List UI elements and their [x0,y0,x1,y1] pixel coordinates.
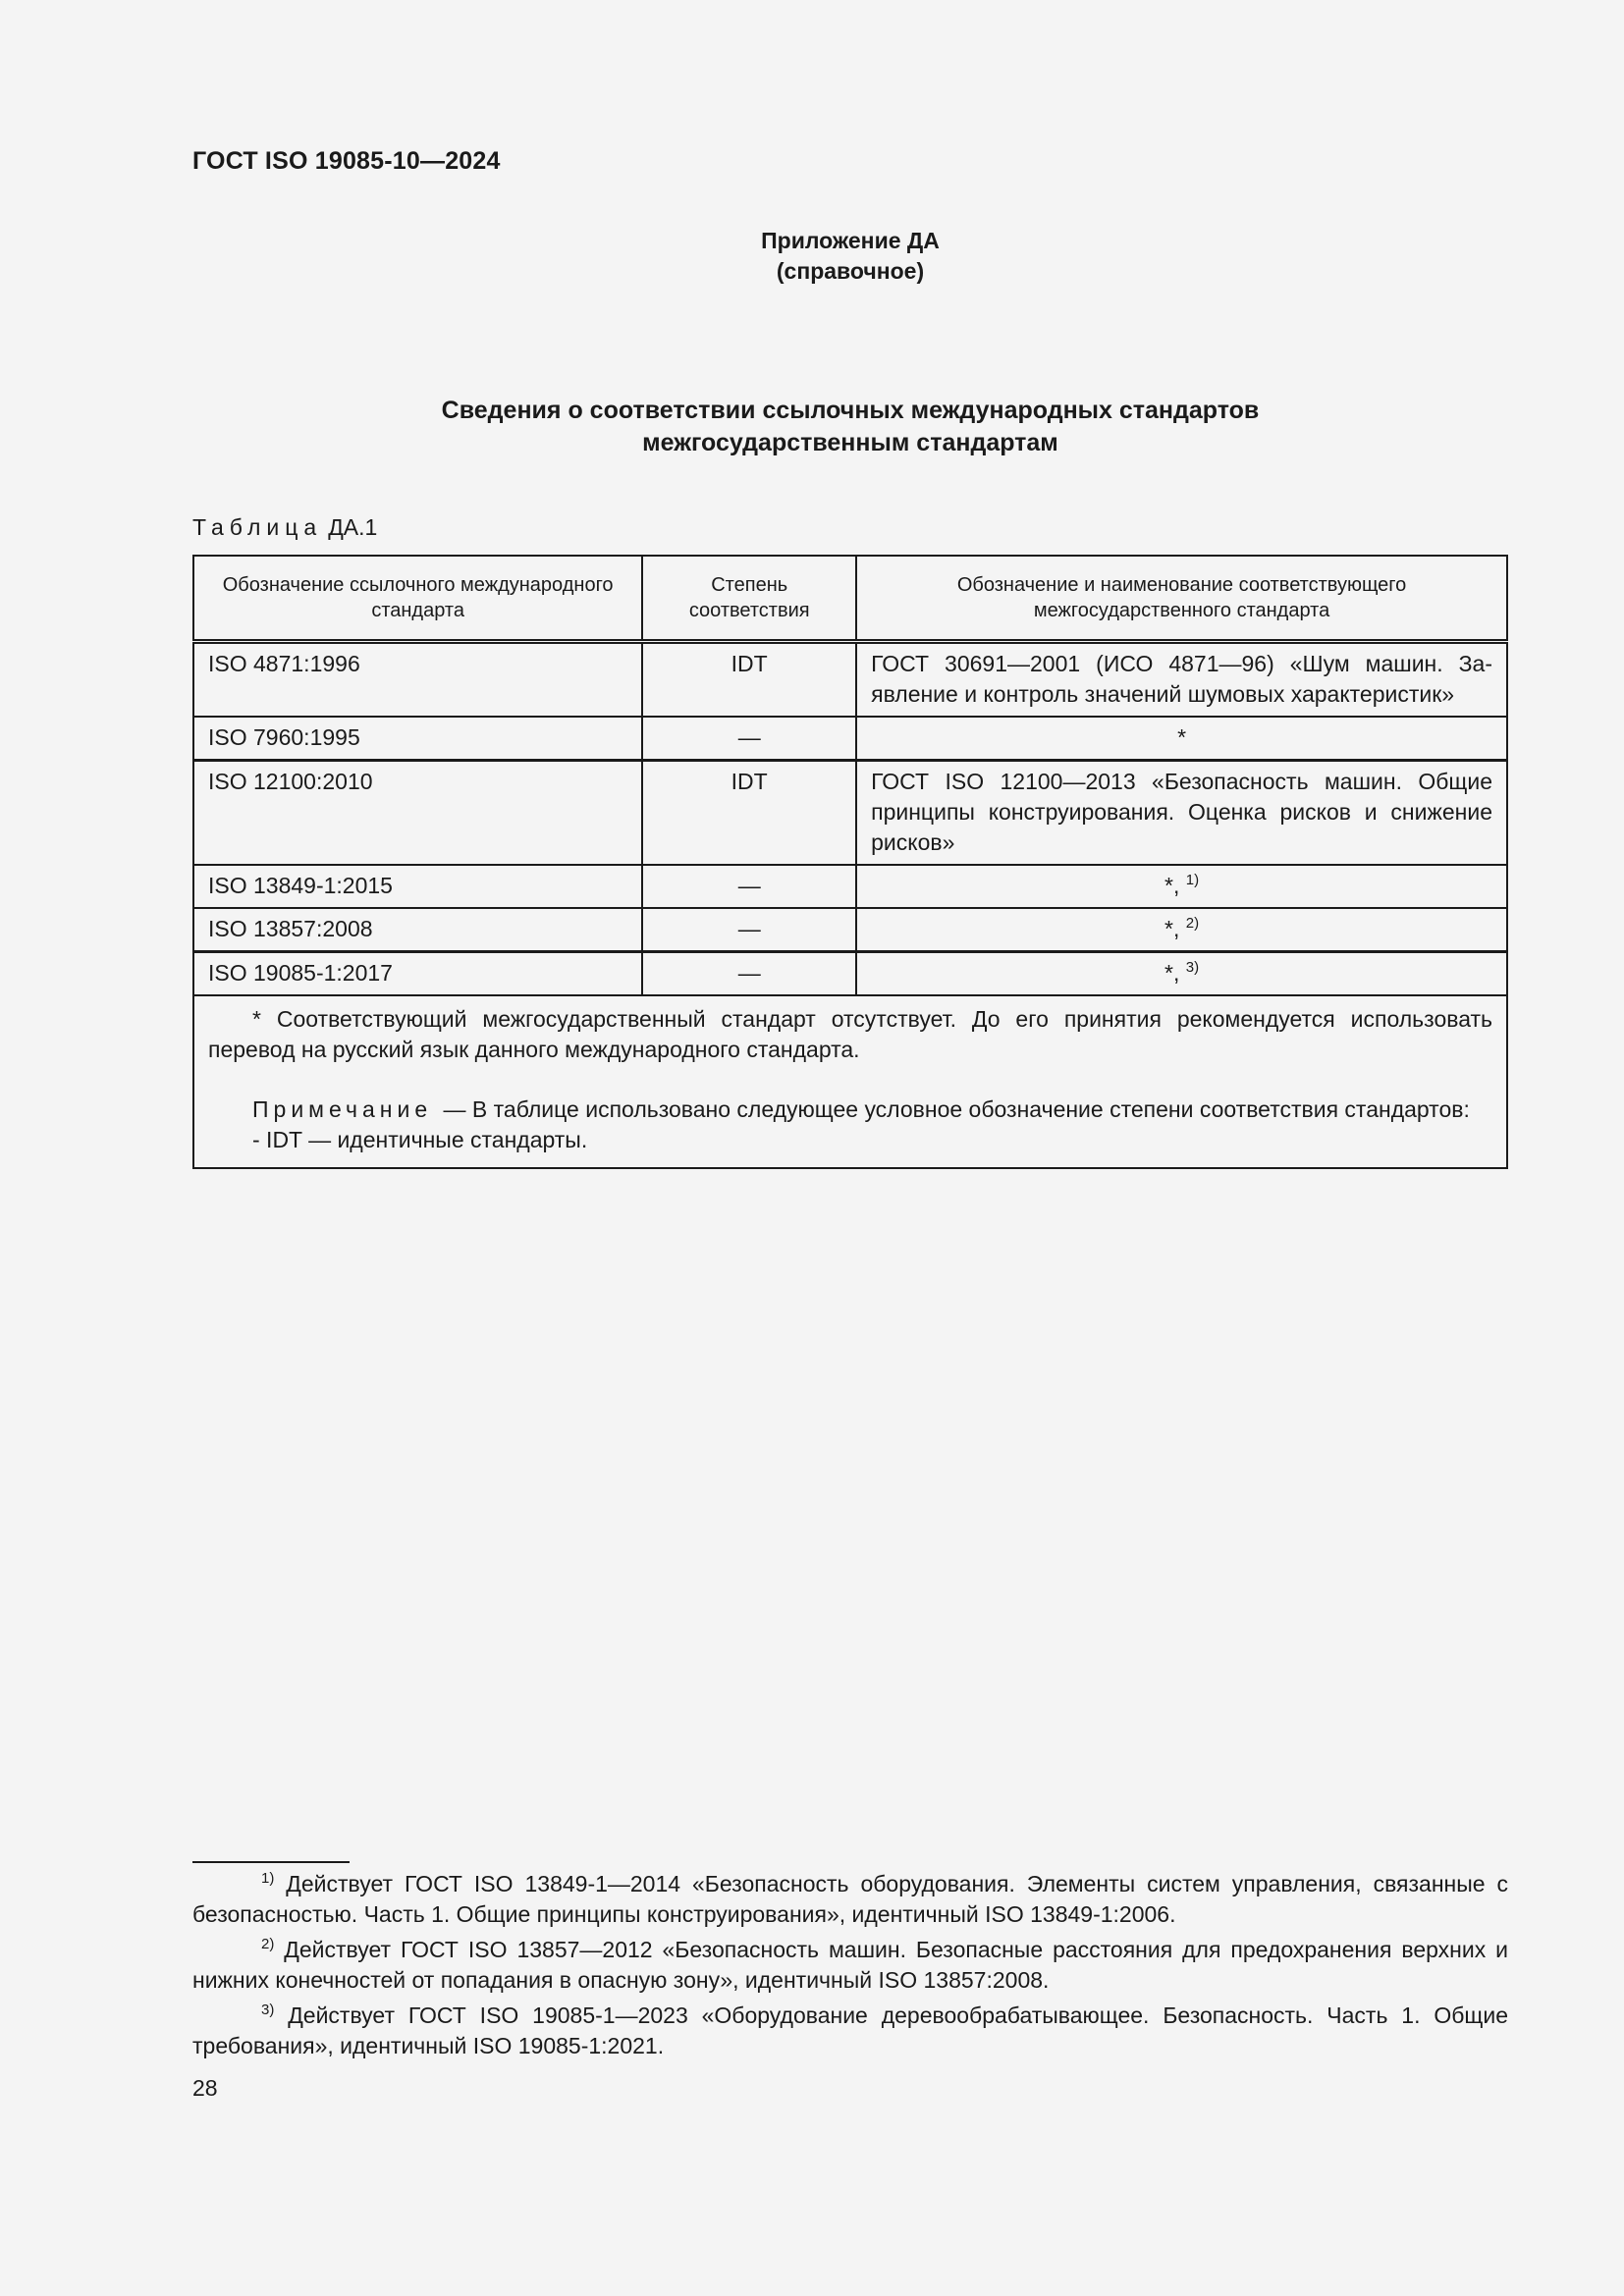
cell-intl: ISO 19085-1:2017 [193,952,642,996]
cell-intl: ISO 7960:1995 [193,717,642,761]
document-header: ГОСТ ISO 19085-10—2024 [192,147,501,175]
footnote-text: Действует ГОСТ ISO 13849-1—2014 «Безопасность оборудования. Элементы систем управления, связанные с безопасностью. Часть 1. Общие принципы конструирования», идентичный ISO 13849-1:2006. [192,1871,1508,1927]
note-text: — В таблице использовано следующее условное обозначение степени соответствия стандартов: [437,1096,1470,1122]
table-notes [193,995,1507,1168]
header-intl-standard: Обозначение ссылочного международного стандарта [193,556,642,642]
cell-intl: ISO 12100:2010 [193,761,642,866]
table-row [193,908,1507,952]
footnote-ref: 2) [1185,915,1200,932]
cell-national-text: *, [1164,916,1180,941]
cell-degree: IDT [642,642,856,718]
cell-degree: — [642,952,856,996]
footnote-text: Действует ГОСТ ISO 19085-1—2023 «Оборудование деревообрабатывающее. Безопасность. Часть 1. Общие требования», идентичный ISO 19085-1:2021. [192,2002,1508,2058]
footnotes [192,1869,1508,2066]
cell-degree: IDT [642,761,856,866]
note-lead: Примечание [252,1096,433,1122]
note-list-item: - IDT — идентичные стандарты. [252,1127,588,1152]
appendix-heading [192,226,1508,287]
cell-degree: — [642,908,856,952]
footnote-1 [192,1869,1508,1930]
footnote-3 [192,2001,1508,2061]
table-row [193,642,1507,718]
section-title-line-1: Сведения о соответствии ссылочных международных стандартов [441,397,1260,424]
table-notes-row [193,995,1507,1168]
table-row [193,761,1507,866]
table-header-row [193,556,1507,642]
footnote-mark: 3) [261,2002,275,2018]
cell-intl: ISO 4871:1996 [193,642,642,718]
footnote-mark: 2) [261,1936,275,1952]
section-title [192,395,1508,459]
header-national-standard: Обозначение и наименование соответствующего межгосударственного стандарта [856,556,1507,642]
table-caption-word: Таблица [192,514,323,540]
footnote-ref: 3) [1185,959,1200,976]
table-row [193,952,1507,996]
cell-national [856,865,1507,908]
cell-national-text: *, [1164,960,1180,986]
page-number: 28 [192,2075,218,2101]
cell-intl: ISO 13857:2008 [193,908,642,952]
section-title-line-2: межгосударственным стандартам [642,429,1058,456]
cell-intl: ISO 13849-1:2015 [193,865,642,908]
footnote-mark: 1) [261,1870,275,1887]
cell-national: ГОСТ 30691—2001 (ИСО 4871—96) «Шум машин. Заявление и контроль значений шумовых характеристик» [856,642,1507,718]
cell-national [856,952,1507,996]
cell-degree: — [642,717,856,761]
cell-national-text: *, [1164,873,1180,898]
note-star: * Соответствующий межгосударственный стандарт отсутствует. До его принятия рекомендуется использовать перевод на русский язык данного международного стандарта. [208,1006,1492,1062]
table-caption-number: ДА.1 [328,514,378,540]
footnote-2 [192,1935,1508,1996]
cell-national [856,908,1507,952]
appendix-kind: (справочное) [776,258,925,284]
footnote-ref: 1) [1185,872,1200,888]
cell-national: * [856,717,1507,761]
table-row [193,717,1507,761]
header-degree: Степень соответствия [642,556,856,642]
footnote-separator [192,1861,350,1863]
note-paragraph [208,1095,1492,1125]
correspondence-table [192,555,1508,1169]
table-row [193,865,1507,908]
appendix-title: Приложение ДА [761,228,940,253]
table-caption [192,514,377,541]
footnote-text: Действует ГОСТ ISO 13857—2012 «Безопасность машин. Безопасные расстояния для предохранения верхних и нижних конечностей от попадания в опасную зону», идентичный ISO 13857:2008. [192,1937,1508,1993]
cell-degree: — [642,865,856,908]
cell-national: ГОСТ ISO 12100—2013 «Безопасность машин. Общие принципы конструирования. Оценка рисков и снижение рисков» [856,761,1507,866]
